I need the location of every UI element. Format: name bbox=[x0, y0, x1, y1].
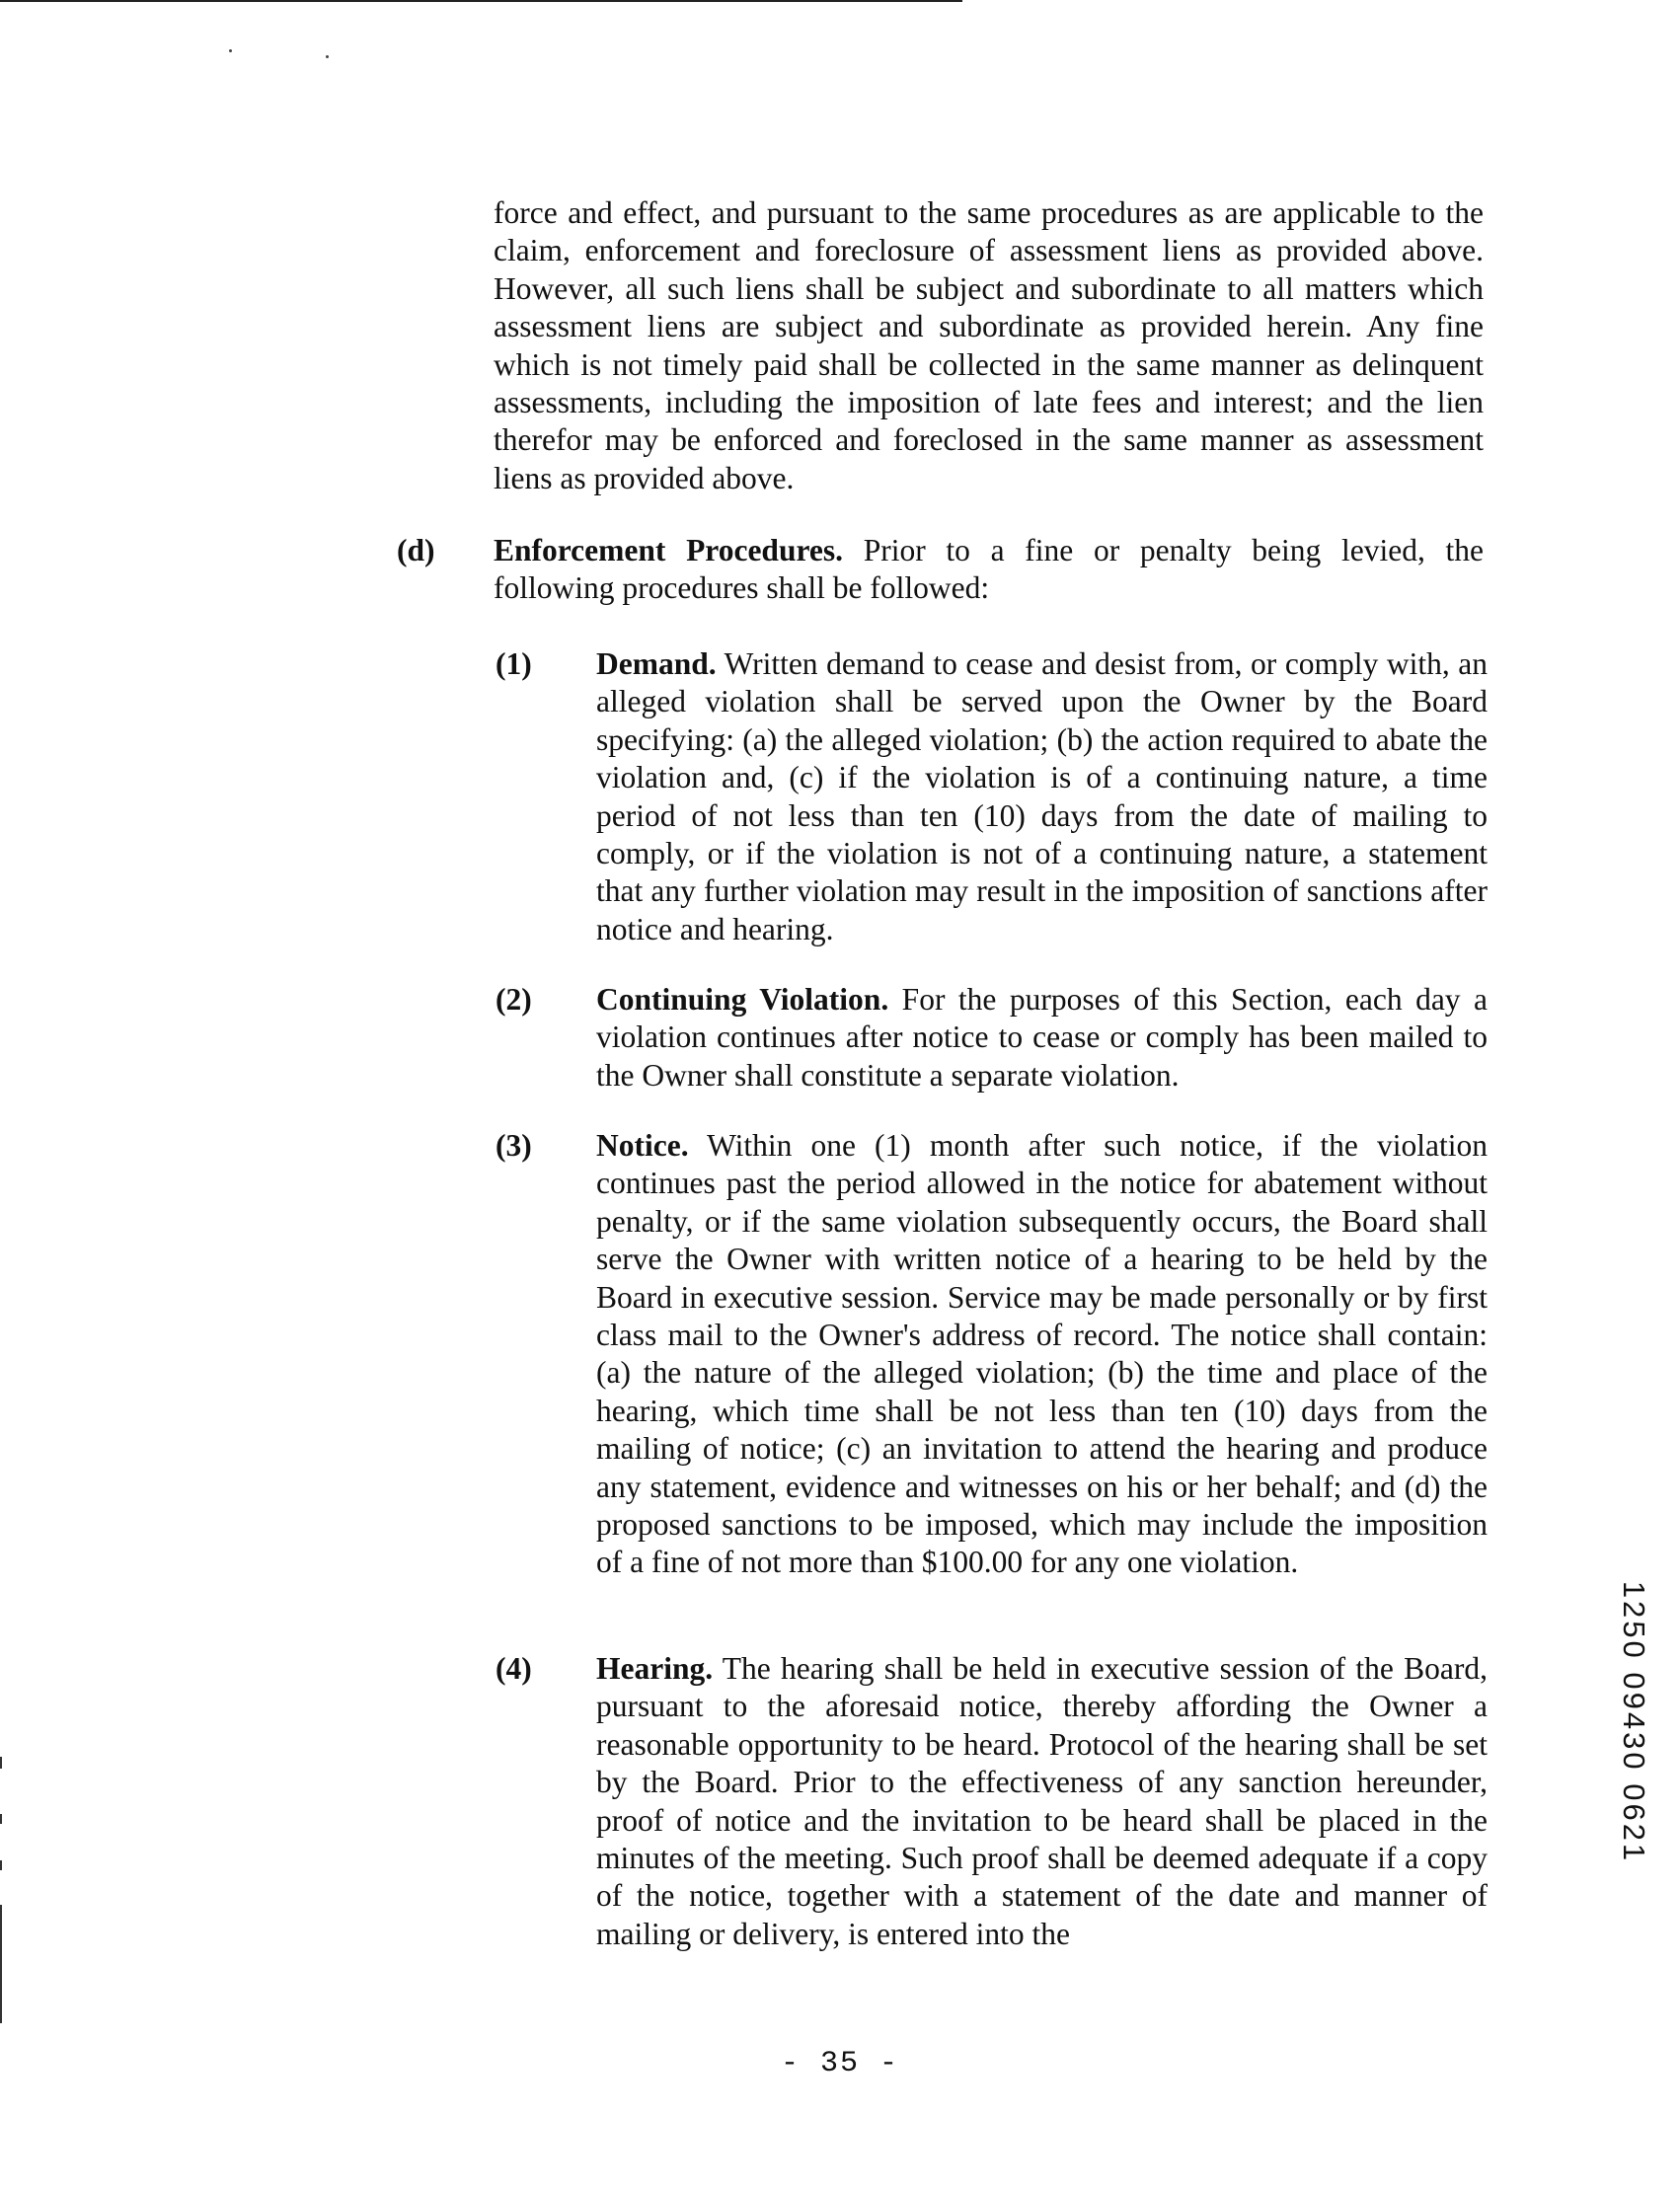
item-3-marker: (3) bbox=[496, 1128, 532, 1163]
section-d-text: Prior to a fine or penalty being levied, the following procedures shall be followed: bbox=[494, 533, 1485, 606]
item-2-paragraph bbox=[596, 981, 1488, 1095]
scan-top-rule bbox=[0, 0, 962, 2]
microfilm-stamp-text: 1250 09430 0621 bbox=[1617, 1580, 1651, 1864]
page-number: - 35 - bbox=[780, 2047, 900, 2080]
item-3-paragraph bbox=[596, 1127, 1488, 1582]
item-1-text: Written demand to cease and desist from, or comply with, an alleged violation shall be served upon the Owner by the Board specifying: (a) the alleged violation; (b) the action required to abate the violation and, (c) if the violation is of a continuing nature, a time period of not less than ten (10) days from the date of mailing to comply, or if the violation is not of a continuing nature, a statement that any further violation may result in the imposition of sanctions after notice and hearing. bbox=[596, 646, 1488, 946]
item-3-heading: Notice. bbox=[596, 1128, 689, 1163]
item-1-paragraph bbox=[596, 645, 1488, 948]
scan-margin-mark bbox=[0, 1814, 2, 1824]
section-d-marker: (d) bbox=[397, 533, 435, 567]
scan-margin-mark bbox=[0, 1905, 2, 2023]
item-2-heading: Continuing Violation. bbox=[596, 982, 889, 1017]
microfilm-stamp bbox=[1604, 1580, 1663, 1864]
section-d-heading: Enforcement Procedures. bbox=[494, 533, 844, 567]
item-4-marker: (4) bbox=[496, 1651, 532, 1686]
item-3-text: Within one (1) month after such notice, if the violation continues past the period allowed in the notice for abatement without penalty, or if the same violation subsequently occurs, the Board shall serve the Owner with written notice of a hearing to be held by the Board in executive session. Service may be made personally or by first class mail to the Owner's address of record. The notice shall contain: (a) the nature of the alleged violation; (b) the time and place of the hearing, which time shall be not less than ten (10) days from the mailing of notice; (c) an invitation to attend the hearing and produce any statement, evidence and witnesses on his or her behalf; and (d) the proposed sanctions to be imposed, which may include the imposition of a fine of not more than $100.00 for any one violation. bbox=[596, 1128, 1488, 1580]
lead-paragraph: force and effect, and pursuant to the same procedures as are applicable to the claim, enforcement and foreclosure of assessment liens as provided above. However, all such liens shall be subject and subordinate to all matters which assessment liens are subject and subordinate as provided herein. Any fine which is not timely paid shall be collected in the same manner as delinquent assessments, including the imposition of late fees and interest; and the lien therefor may be enforced and foreclosed in the same manner as assessment liens as provided above. bbox=[494, 195, 1484, 495]
scan-speck bbox=[326, 55, 329, 58]
scan-speck bbox=[229, 49, 232, 52]
item-4-heading: Hearing. bbox=[596, 1651, 714, 1686]
item-4-text: The hearing shall be held in executive session of the Board, pursuant to the aforesaid notice, thereby affording the Owner a reasonable opportunity to be heard. Protocol of the hearing shall be set by the Board. Prior to the effectiveness of any sanction hereunder, proof of notice and the invitation to be heard shall be placed in the minutes of the meeting. Such proof shall be deemed adequate if a copy of the notice, together with a statement of the date and manner of mailing or delivery, is entered into the bbox=[596, 1651, 1488, 1951]
item-1-marker: (1) bbox=[496, 646, 532, 681]
item-2-text: For the purposes of this Section, each day a violation continues after notice to cease or comply has been mailed to the Owner shall constitute a separate violation. bbox=[596, 982, 1489, 1093]
scan-margin-mark bbox=[0, 1757, 2, 1769]
item-4-paragraph bbox=[596, 1650, 1488, 1953]
scan-margin-mark bbox=[0, 1860, 2, 1870]
item-2-marker: (2) bbox=[496, 982, 532, 1017]
item-1-heading: Demand. bbox=[596, 646, 717, 681]
section-d-paragraph bbox=[494, 532, 1484, 608]
